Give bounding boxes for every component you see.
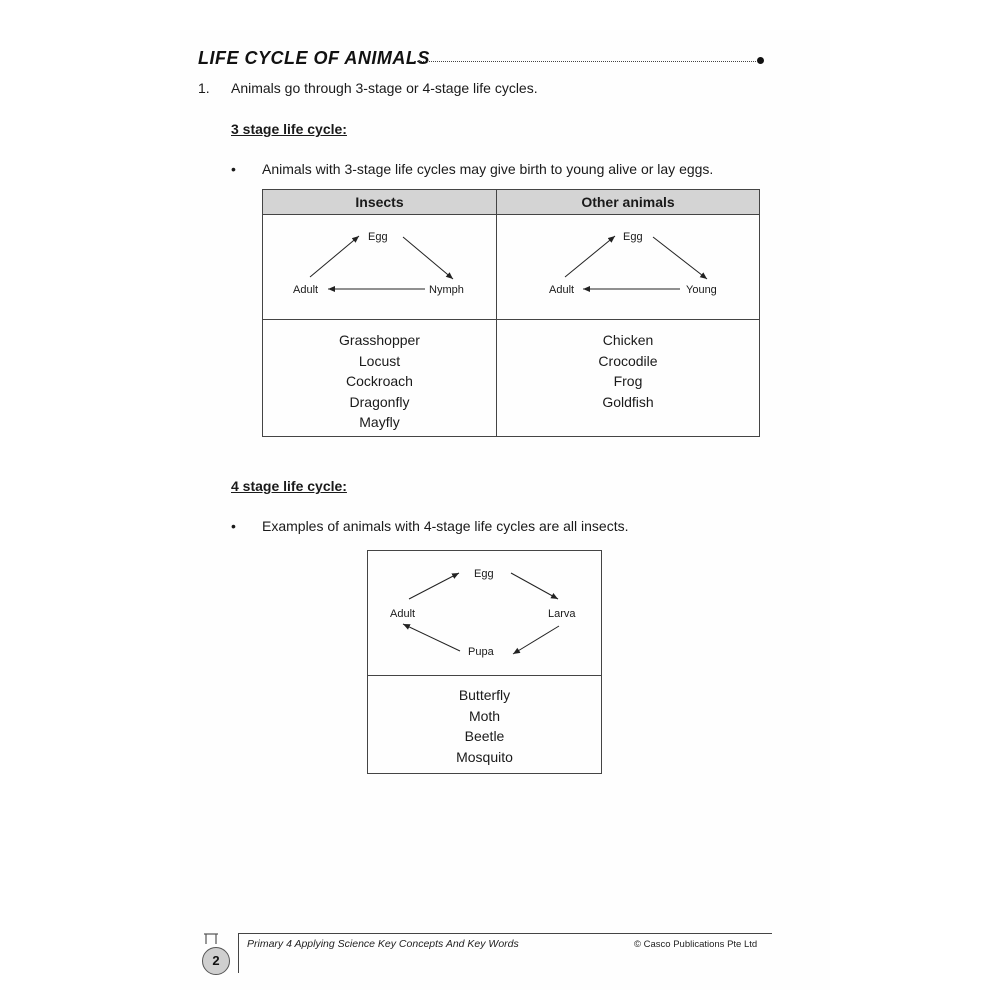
other-animals-cycle-diagram <box>497 215 760 320</box>
list-item: Goldfish <box>602 393 654 410</box>
title-dotted-rule <box>414 61 756 62</box>
arrow-adult-to-egg <box>565 236 615 277</box>
footer-copyright: © Casco Publications Pte Ltd <box>634 939 758 950</box>
list-item: Mosquito <box>456 748 513 765</box>
three-stage-heading: 3 stage life cycle: <box>231 121 347 137</box>
stage-label: Egg <box>368 231 388 243</box>
stage-label: Nymph <box>429 284 464 296</box>
column-header-insects: Insects <box>263 190 497 215</box>
four-stage-examples <box>368 676 602 774</box>
point-text: Animals go through 3-stage or 4-stage life cycles. <box>231 80 538 96</box>
list-item: Frog <box>613 373 643 389</box>
stage-label: Egg <box>623 231 643 243</box>
stage-label: Egg <box>474 568 494 580</box>
stage-label: Adult <box>390 608 416 620</box>
footer-book-title: Primary 4 Applying Science Key Concepts And Key Words <box>247 938 519 950</box>
list-item: Mayfly <box>359 414 400 430</box>
insects-cycle-diagram <box>263 215 497 320</box>
three-stage-table <box>262 189 760 437</box>
list-item: Butterfly <box>458 687 511 703</box>
four-stage-table <box>367 550 602 774</box>
page-number: 2 <box>202 947 230 975</box>
arrow-adult-to-egg <box>310 236 359 277</box>
arrow-egg-to-young <box>653 237 707 279</box>
page-title: LIFE CYCLE OF ANIMALS <box>198 48 430 68</box>
title-row <box>198 48 764 72</box>
list-item: Locust <box>358 352 401 369</box>
title-bullet-dot <box>757 57 764 64</box>
four-stage-cycle-diagram <box>368 551 602 676</box>
list-item: Crocodile <box>598 352 658 369</box>
four-stage-cycle-svg <box>368 551 601 675</box>
stage-label: Adult <box>293 284 319 296</box>
list-item: Grasshopper <box>339 332 420 348</box>
footer-divider <box>238 933 239 973</box>
list-item: Cockroach <box>346 373 413 389</box>
arrow-egg-to-larva <box>511 573 558 599</box>
other-animals-cycle-svg <box>497 215 759 319</box>
stage-label: Larva <box>548 608 576 620</box>
four-stage-bullet-text: Examples of animals with 4-stage life cycles are all insects. <box>262 518 629 534</box>
point-number: 1. <box>198 80 210 96</box>
four-stage-bullet: • <box>231 518 236 534</box>
column-header-other-animals: Other animals <box>497 190 760 215</box>
stage-label: Adult <box>549 284 575 296</box>
arrow-adult-to-egg <box>409 573 459 599</box>
list-item: Beetle <box>464 728 505 744</box>
list-item: Dragonfly <box>349 393 410 410</box>
arrow-pupa-to-adult <box>403 624 460 651</box>
three-stage-bullet: • <box>231 161 236 177</box>
list-item: Chicken <box>602 332 654 348</box>
four-stage-heading: 4 stage life cycle: <box>231 478 347 494</box>
stage-label: Pupa <box>468 646 494 658</box>
stage-label: Young <box>686 284 717 296</box>
insects-examples <box>263 320 497 437</box>
other-animals-examples <box>497 320 760 437</box>
footer-rule <box>238 933 772 934</box>
arrow-egg-to-nymph <box>403 237 453 279</box>
three-stage-bullet-text: Animals with 3-stage life cycles may give birth to young alive or lay eggs. <box>262 161 714 177</box>
list-item: Moth <box>468 707 501 724</box>
insects-cycle-svg <box>263 215 496 319</box>
arrow-larva-to-pupa <box>513 626 559 654</box>
